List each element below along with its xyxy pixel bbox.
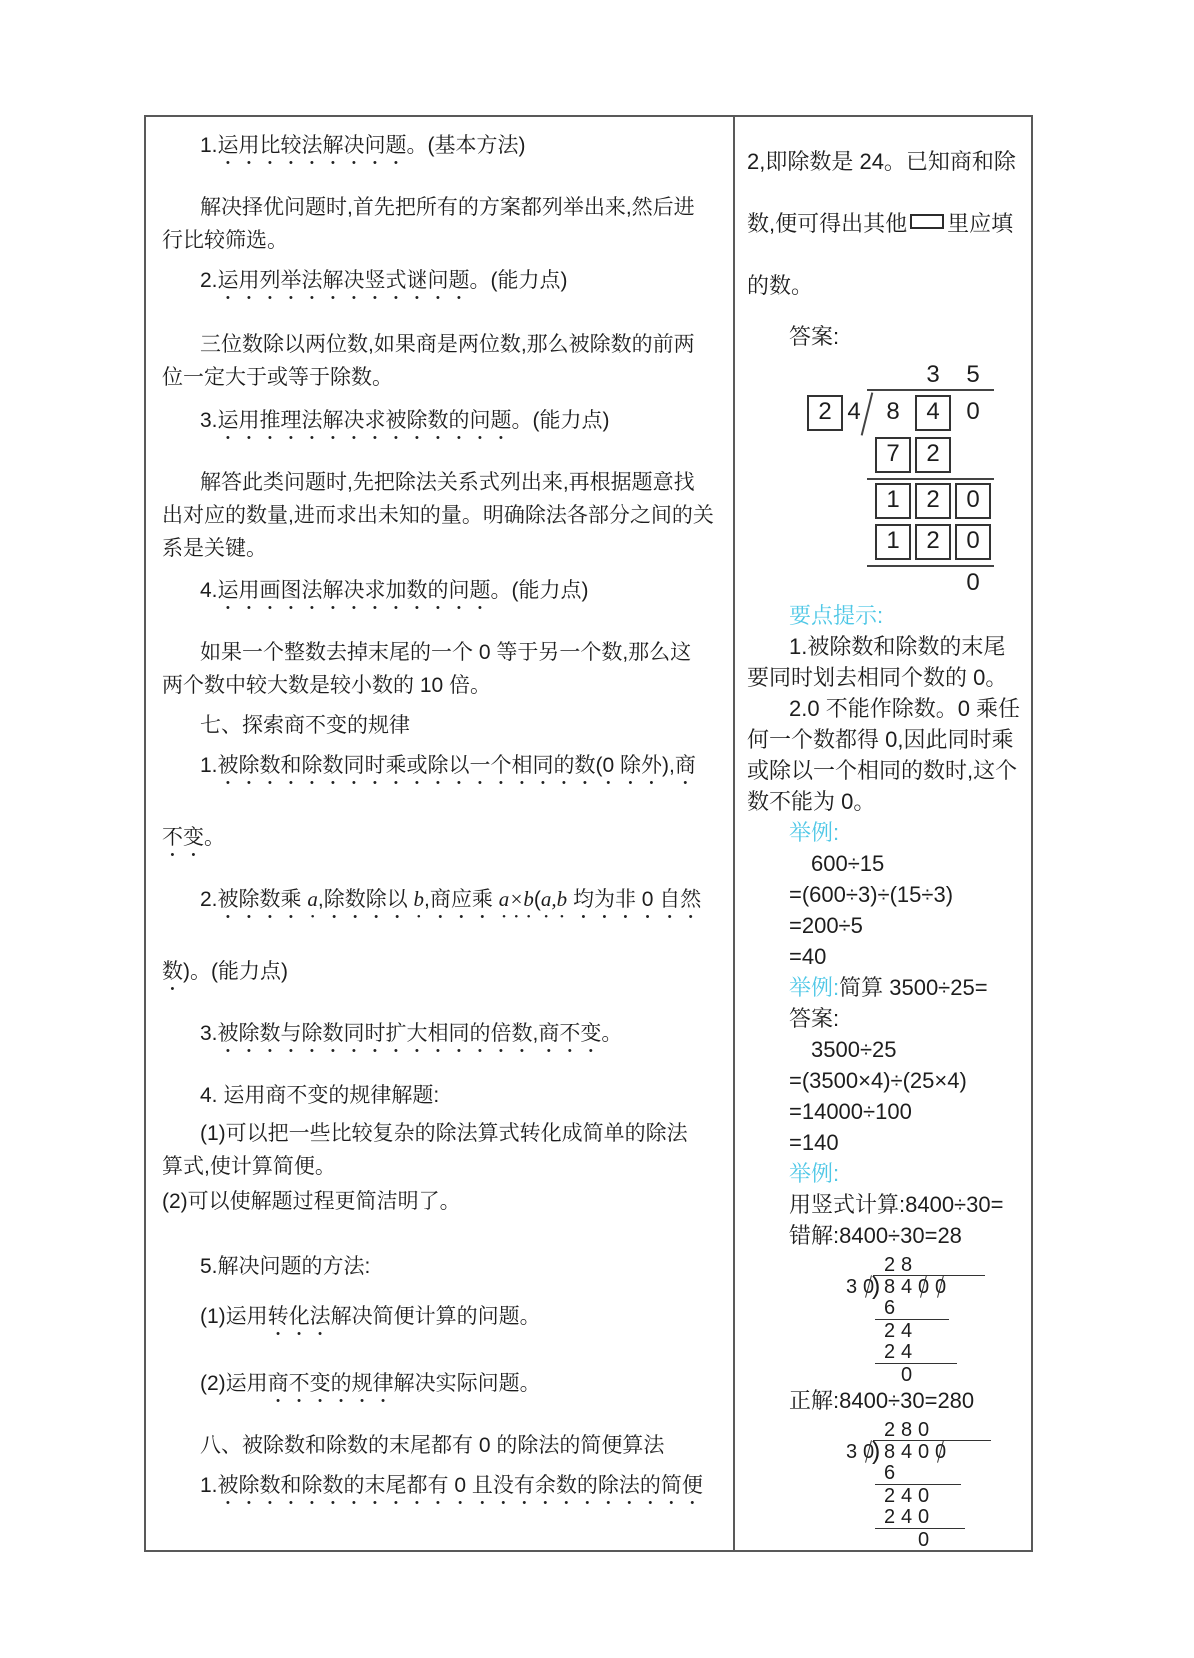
boxed-digit: 1: [875, 524, 911, 560]
text-segment: (能力点): [490, 269, 568, 292]
text-line: [747, 724, 1027, 755]
text-segment: =(3500×4)÷(25×4): [789, 1068, 967, 1093]
work-digit: 0: [917, 1485, 930, 1507]
remainder-digit: 0: [900, 1364, 913, 1386]
text-line: [162, 1017, 721, 1057]
text-line: [162, 1469, 721, 1509]
text-segment: =200÷5: [789, 913, 863, 938]
division-line: [867, 478, 994, 480]
emphasized-text: 运用推理法解决求被除数的问题。: [217, 409, 533, 432]
text-line: [162, 1250, 721, 1283]
emphasized-text: ,商应乘: [424, 888, 499, 911]
text-segment: 答案:: [789, 1006, 840, 1031]
text-segment: 正解:8400÷30=280: [789, 1388, 975, 1413]
work-row: [881, 1507, 932, 1527]
text-segment: (基本方法): [427, 134, 526, 157]
text-segment: 解决择优问题时,首先把所有的方案都列举出来,然后进: [200, 196, 695, 219]
text-segment: 要同时划去相同个数的 0。: [747, 665, 1008, 690]
text-segment: 七、探索商不变的规律: [200, 714, 410, 737]
text-segment: 位一定大于或等于除数。: [162, 366, 393, 389]
work-digit: 6: [883, 1297, 896, 1319]
emphasized-text: 运用画图法解决求加数的问题。: [217, 579, 512, 602]
text-segment: (1)可以把一些比较复杂的除法算式转化成简单的除法: [200, 1122, 688, 1145]
text-segment: (能力点): [532, 409, 610, 432]
crossed-zero: 0: [932, 1442, 949, 1462]
example-prompt: [747, 1189, 1027, 1220]
text-line: [162, 636, 721, 669]
equation-line: [747, 1127, 1027, 1158]
remainder-row: [915, 1530, 932, 1550]
emphasized-text: (: [533, 888, 541, 911]
text-line: [747, 693, 1027, 724]
text-line: [747, 193, 1027, 255]
text-segment: 出对应的数量,进而求出未知的量。明确除法各部分之间的关: [162, 504, 714, 527]
text-line: [747, 631, 1027, 662]
text-line: [162, 749, 721, 789]
text-line: [162, 1117, 721, 1150]
right-column: [735, 117, 1031, 1550]
text-segment: 5.解决问题的方法:: [200, 1255, 371, 1278]
crossed-zero: 0: [915, 1277, 932, 1297]
long-division-answer: [803, 358, 998, 600]
math-variable: a: [307, 887, 318, 911]
text-segment: 答案:: [789, 324, 840, 349]
math-variable: b: [413, 887, 425, 911]
divisor-digit: 4: [847, 398, 861, 425]
example-label: 举例:: [789, 975, 840, 1000]
text-line: [747, 755, 1027, 786]
dividend-digit: 0: [917, 1441, 930, 1463]
boxed-digit: 2: [807, 395, 843, 431]
example-label: [747, 817, 1027, 848]
emphasized-text: 数)。: [162, 960, 211, 983]
work-row: [881, 1298, 898, 1318]
equation-line: [747, 1096, 1027, 1127]
text-segment: 3500÷25: [811, 1037, 897, 1062]
text-segment: 简算 3500÷25=: [839, 975, 988, 1000]
text-line: [162, 955, 721, 995]
text-segment: 数,便可得出其他: [747, 211, 908, 236]
text-segment: 4.: [200, 579, 218, 602]
dividend-digit: 8: [883, 1441, 896, 1463]
quotient-digit: 5: [966, 361, 980, 388]
text-segment: 3.: [200, 409, 218, 432]
text-segment: 600÷15: [811, 851, 885, 876]
text-segment: 4. 运用商不变的规律解题:: [200, 1084, 440, 1107]
crossed-zero: 0: [860, 1277, 877, 1297]
work-digit: 2: [883, 1320, 896, 1342]
text-line: [162, 129, 721, 169]
work-digit: 4: [900, 1341, 913, 1363]
text-line: [747, 662, 1027, 693]
long-division-wrong: [835, 1255, 1027, 1385]
remainder-digit: 0: [966, 569, 980, 596]
text-line: [162, 499, 721, 532]
emphasized-text: 运用比较法解决问题。: [217, 134, 428, 157]
emphasized-text: 被除数乘: [217, 888, 308, 911]
work-digit: 2: [883, 1341, 896, 1363]
text-segment: 或除以一个相同的数时,这个: [747, 758, 1018, 783]
work-row: [881, 1342, 915, 1362]
text-segment: =(600÷3)÷(15÷3): [789, 882, 954, 907]
text-line: [162, 1367, 721, 1407]
text-segment: 2.0 不能作除数。0 乘任: [789, 696, 1021, 721]
correct-solution-label: [747, 1385, 1027, 1416]
quotient-digit: 8: [900, 1419, 913, 1441]
text-line: [747, 786, 1027, 817]
text-segment: 2.: [200, 269, 218, 292]
dividend-digit: 8: [883, 1276, 896, 1298]
text-segment: 1.: [200, 134, 218, 157]
text-line: [162, 821, 721, 861]
emphasized-text: 均为非 0 自然: [567, 888, 702, 911]
emphasized-text: 运用列举法解决竖式谜问题。: [217, 269, 491, 292]
math-variable: a×b: [498, 887, 534, 911]
quotient-digit: 3: [926, 361, 940, 388]
dividend-digit: 0: [966, 398, 980, 425]
text-segment: 解决实际问题。: [393, 1372, 541, 1395]
quotient-row: [881, 1255, 915, 1275]
text-segment: (能力点): [511, 579, 589, 602]
boxed-digit: 7: [875, 437, 911, 473]
boxed-digit: 0: [955, 483, 991, 519]
example-label: [747, 1158, 1027, 1189]
equation-line: [747, 941, 1027, 972]
divisor-digit: 3: [845, 1441, 858, 1463]
emphasized-text: 被除数和除数的末尾都有 0 且没有余数的除法的简便: [217, 1474, 703, 1497]
emphasized-text: 被除数和除数同时乘或除以一个相同的数(0 除外),商: [217, 754, 696, 777]
text-segment: 举例:: [789, 1161, 840, 1186]
division-line: [875, 1363, 957, 1364]
boxed-digit: 1: [875, 483, 911, 519]
boxed-digit: 2: [915, 524, 951, 560]
example-prompt: [747, 972, 1027, 1003]
text-segment: 何一个数都得 0,因此同时乘: [747, 727, 1014, 752]
long-division-correct: [835, 1420, 1027, 1550]
text-segment: 错解:8400÷30=28: [789, 1223, 962, 1248]
equation-line: [747, 910, 1027, 941]
boxed-digit: 4: [915, 395, 951, 431]
quotient-row: [881, 1420, 932, 1440]
text-segment: =140: [789, 1130, 839, 1155]
text-segment: 举例:: [789, 820, 840, 845]
work-row: [881, 1486, 932, 1506]
emphasized-text: 不变。: [162, 826, 225, 849]
text-line: [162, 224, 721, 257]
section-heading: [162, 1429, 721, 1462]
equation-line: [747, 848, 1027, 879]
text-line: [162, 466, 721, 499]
work-digit: 6: [883, 1462, 896, 1484]
text-segment: =14000÷100: [789, 1099, 912, 1124]
text-segment: 数不能为 0。: [747, 789, 876, 814]
text-segment: 1.: [200, 754, 218, 777]
emphasized-text: 转化法: [267, 1305, 331, 1328]
emphasized-text: 被除数与除数同时扩大相同的倍数,商不变。: [217, 1022, 623, 1045]
section-heading: [162, 709, 721, 742]
text-segment: 1.: [200, 1474, 218, 1497]
text-segment: 系是关键。: [162, 537, 267, 560]
text-segment: 2,即除数是 24。已知商和除: [747, 149, 1016, 174]
boxed-digit: 2: [915, 437, 951, 473]
vinculum-line: [867, 389, 994, 391]
text-segment: 用竖式计算:8400÷30=: [789, 1192, 1004, 1217]
text-segment: 算式,使计算简便。: [162, 1155, 336, 1178]
boxed-digit: 0: [955, 524, 991, 560]
quotient-digit: 2: [883, 1419, 896, 1441]
text-line: [162, 1300, 721, 1340]
quotient-digit: 0: [917, 1419, 930, 1441]
work-row: [881, 1321, 915, 1341]
text-segment: 八、被除数和除数的末尾都有 0 的除法的简便算法: [200, 1434, 665, 1457]
text-segment: (1)运用: [200, 1305, 268, 1328]
answer-label: [747, 321, 1027, 352]
crossed-zero: 0: [860, 1442, 877, 1462]
division-bracket: ): [872, 1437, 881, 1465]
text-segment: 的数。: [747, 273, 814, 298]
dividend-digit: 4: [900, 1441, 913, 1463]
text-segment: (能力点): [211, 960, 288, 983]
text-line: [162, 361, 721, 394]
wrong-solution-label: [747, 1220, 1027, 1251]
blank-box: [910, 214, 944, 229]
text-line: [162, 669, 721, 702]
text-segment: =40: [789, 944, 827, 969]
text-segment: 两个数中较大数是较小数的 10 倍。: [162, 674, 492, 697]
dividend-digit: 8: [886, 398, 900, 425]
text-segment: 2.: [200, 888, 218, 911]
text-line: [747, 131, 1027, 193]
work-row: [881, 1463, 898, 1483]
work-digit: 4: [900, 1320, 913, 1342]
boxed-digit: 2: [915, 483, 951, 519]
text-segment: 三位数除以两位数,如果商是两位数,那么被除数的前两: [200, 333, 695, 356]
tip-title-label: [747, 600, 1027, 631]
remainder-row: [898, 1365, 915, 1385]
text-line: [162, 532, 721, 565]
dividend-row: [881, 1442, 949, 1462]
text-line: [162, 328, 721, 361]
text-segment: 3.: [200, 1022, 218, 1045]
quotient-digit: 2: [883, 1254, 896, 1276]
work-digit: 2: [883, 1506, 896, 1528]
text-line: [162, 264, 721, 304]
text-line: [162, 191, 721, 224]
text-segment: 1.被除数和除数的末尾: [789, 634, 1006, 659]
text-segment: 里应填: [947, 211, 1014, 236]
text-segment: 行比较筛选。: [162, 229, 288, 252]
text-line: [162, 1185, 721, 1218]
text-segment: (2)可以使解题过程更简洁明了。: [162, 1190, 461, 1213]
equation-line: [747, 1065, 1027, 1096]
equation-line: [747, 1034, 1027, 1065]
text-segment: 解决简便计算的问题。: [330, 1305, 541, 1328]
text-line: [162, 574, 721, 614]
left-column: [146, 117, 735, 1550]
work-digit: 0: [917, 1506, 930, 1528]
notes-table: [144, 115, 1033, 1552]
text-segment: 要点提示:: [789, 603, 884, 628]
text-segment: 解答此类问题时,先把除法关系式列出来,再根据题意找: [200, 471, 695, 494]
dividend-row: [881, 1277, 949, 1297]
text-line: [162, 883, 721, 923]
crossed-zero: 0: [932, 1277, 949, 1297]
quotient-digit: 8: [900, 1254, 913, 1276]
emphasized-text: 商不变的规律: [267, 1372, 394, 1395]
dividend-digit: 4: [900, 1276, 913, 1298]
work-digit: 2: [883, 1485, 896, 1507]
emphasized-text: ,除数除以: [317, 888, 414, 911]
divisor-digit: 3: [845, 1276, 858, 1298]
text-line: [162, 404, 721, 444]
equation-line: [747, 879, 1027, 910]
remainder-digit: 0: [917, 1529, 930, 1550]
text-line: [747, 255, 1027, 317]
work-digit: 4: [900, 1506, 913, 1528]
math-variable: a,b: [540, 887, 568, 911]
work-digit: 4: [900, 1485, 913, 1507]
text-line: [162, 1150, 721, 1183]
text-line: [162, 1079, 721, 1112]
text-segment: (2)运用: [200, 1372, 268, 1395]
answer-label: [747, 1003, 1027, 1034]
division-bracket: ): [872, 1272, 881, 1300]
text-segment: 如果一个整数去掉末尾的一个 0 等于另一个数,那么这: [200, 641, 692, 664]
